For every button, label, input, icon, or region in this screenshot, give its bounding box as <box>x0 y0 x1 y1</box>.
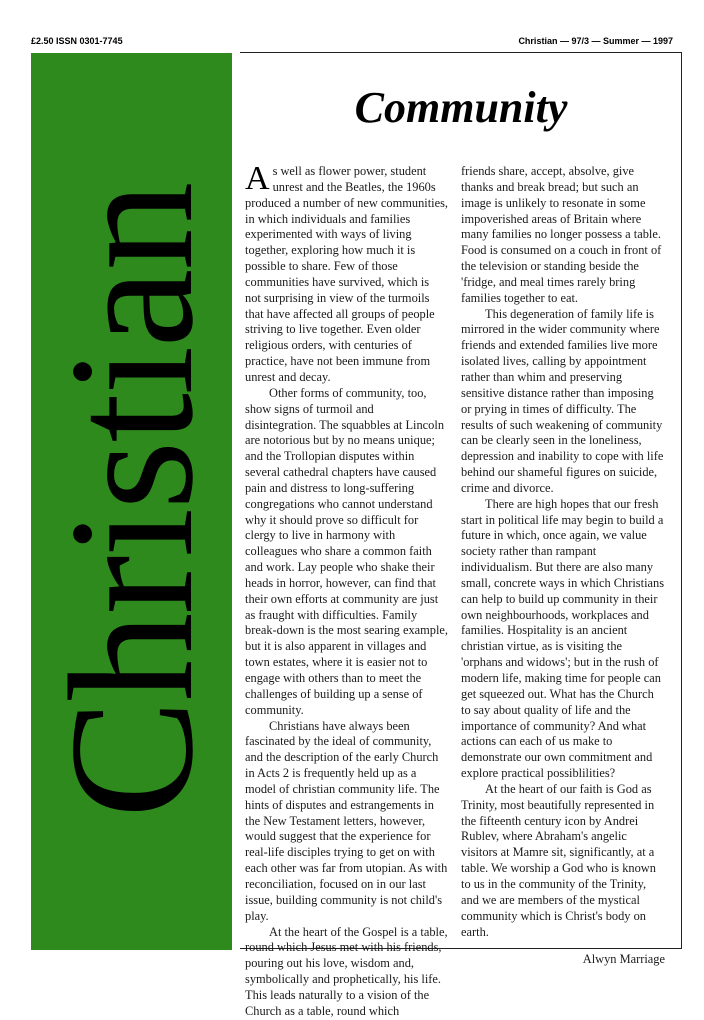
paragraph-3: Christians have always been fascinated by the ideal of community, and the description of the early Church in Acts 2 is frequently held up as a model of christian community life. The hints of disputes and estrangements in the New Testament letters, however, would suggest that the experience for real-life disciples trying to get on with each other was far from utopian. As with reconciliation, focused on in our last issue, building community is not child's play. <box>245 718 448 923</box>
article-column-2 <box>461 164 665 968</box>
top-rule <box>240 52 682 53</box>
paragraph-6: There are high hopes that our fresh start in political life may begin to build a future in which, once again, we value society rather than rampant individualism. But there are also many small, concrete ways in which Christians can help to build up community in their own neighbourhoods, workplaces and families. Hospitality is an ancient christian virtue, as is visiting the 'orphans and widows'; but in the rush of modern life, making time for people can get squeezed out. What has the Church to say about quality of life and the importance of community? And what actions can each of us make to demonstrate our own commitment and explore practical possiblilities? <box>461 496 665 781</box>
paragraph-4-continued: friends share, accept, absolve, give thanks and break bread; but such an image is unlikely to resonate in some impoverished areas of Britain where many families no longer possess a table. Food is consumed on a couch in front of the television or standing beside the 'fridge, and meal times rarely bring families together to eat. <box>461 164 662 305</box>
paragraph-7: At the heart of our faith is God as Trinity, most beautifully represented in the fifteenth century icon by Andrei Rublev, where Abraham's angelic visitors at Mamre sit, significantly, at a table. We worship a God who is known to us in the community of the Trinity, and we are members of the mystical community which is Christ's body on earth. <box>461 781 656 939</box>
masthead-title: Christian <box>32 183 230 819</box>
article-title: Community <box>354 83 568 132</box>
paragraph-5: This degeneration of family life is mirrored in the wider community where friends and extended families live more isolated lives, calling by appointment rather than whim and preserving sensitive distance rather than imposing or prying in times of difficulty. The results of such weakening of community can be clearly seen in the loneliness, depression and inability to cope with life behind our shameful figures on suicide, crime and divorce. <box>461 306 664 495</box>
masthead-band <box>31 53 232 950</box>
author-signature: Alwyn Marriage <box>582 952 665 967</box>
paragraph-1: As well as flower power, student unrest and the Beatles, the 1960s produced a number of new communities, in which individuals and families experimented with ways of living together, exploring how much it is possible to share. Few of those communities have survived, which is not surprising in view of the turmoils that have affected all groups of people striving to live together. Even older religious orders, with centuries of practice, have not been immune from unrest and decay. <box>245 160 449 384</box>
paragraph-2: Other forms of community, too, show signs of turmoil and disintegration. The squabbles at Lincoln are notorious but by no means unique; and the Trollopian disputes within several cathedral chapters have caused pain and distress to long-suffering congregations who cannot understand why it should prove so difficult for clergy to live in harmony with colleagues who share a common faith and work. Lay people who shake their heads in horror, however, can find that their own efforts at community are just as fraught with difficulties. Family break-down is the most searing example, but it is also apparent in villages and town estates, where it is easier not to engage with others than to meet the challenges of building up a sense of community. <box>245 385 449 717</box>
drop-cap: A <box>245 160 270 197</box>
header-price-issn: £2.50 ISSN 0301-7745 <box>31 36 123 46</box>
article-column-1 <box>245 160 449 1020</box>
header-issue-info: Christian — 97/3 — Summer — 1997 <box>518 36 673 46</box>
paragraph-4: At the heart of the Gospel is a table, round which Jesus met with his friends, pouring out his love, wisdom and, symbolically and prophetically, his life. This leads naturally to a vision of the Church as a table, round which <box>245 924 448 1018</box>
right-rule <box>681 52 682 949</box>
